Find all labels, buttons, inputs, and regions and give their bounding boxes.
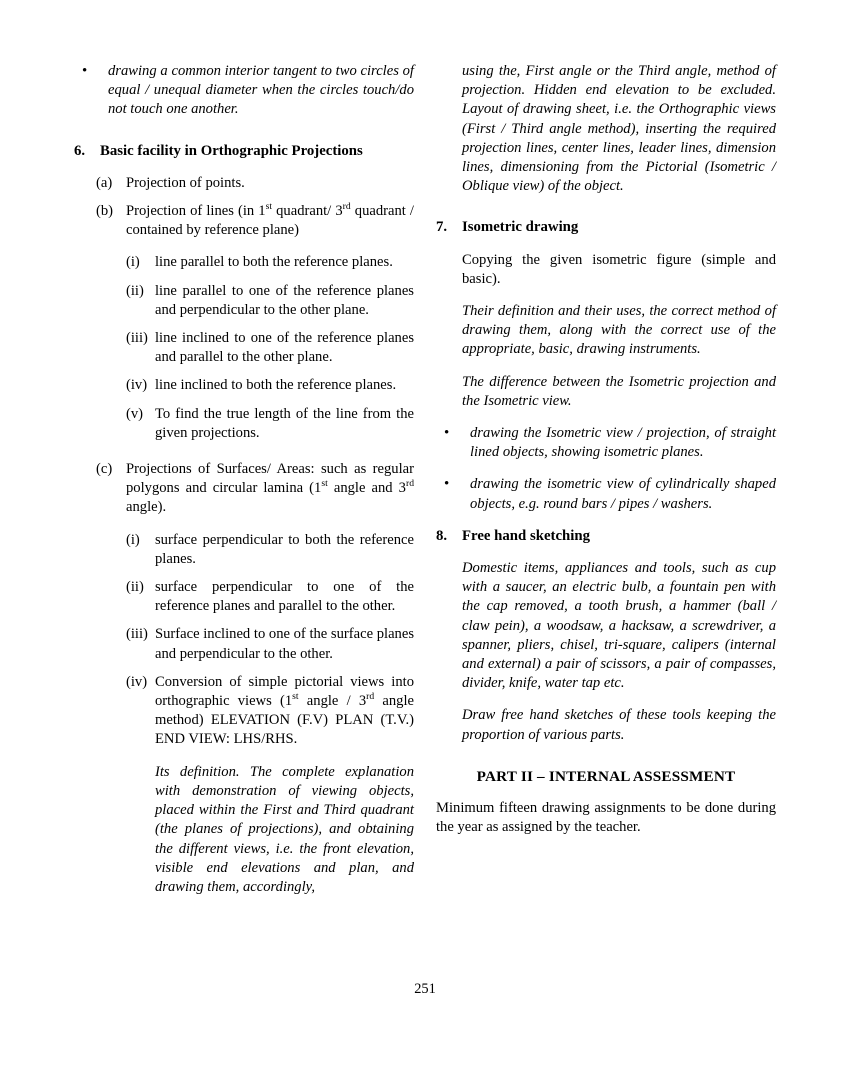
- spacer: [436, 411, 776, 424]
- text-run: quadrant / contained by reference plane): [126, 203, 414, 239]
- list-marker: (iii): [126, 626, 148, 643]
- section-number: 7.: [436, 219, 448, 236]
- section7-paragraph-2: Their definition and their uses, the correct method of drawing them, along with the correct use of the appropriate, basic, drawing instruments.: [462, 303, 776, 358]
- list-marker: (iv): [126, 377, 148, 394]
- list-marker: (b): [96, 203, 114, 220]
- list-item-text: line parallel to one of the reference planes and perpendicular to the other plane.: [155, 282, 414, 318]
- bullet-text: drawing the isometric view of cylindrically shaped objects, e.g. round bars / pipes / washers.: [470, 476, 776, 512]
- continuation-paragraph: using the, First angle or the Third angle, method of projection. Hidden end elevation to be excluded. Layout of drawing sheet, i.e. the Orthographic views (First / Third angle method), inserting the required projection lines, center lines, leader lines, dimension lines, dimensioning from the Pictorial (Isometric / Oblique view) of the object.: [462, 63, 776, 195]
- bullet-icon: •: [444, 425, 450, 442]
- section-title: Isometric drawing: [462, 219, 579, 236]
- spacer: [74, 750, 414, 763]
- spacer: [74, 273, 414, 282]
- two-column-body: [0, 62, 850, 897]
- spacer: [74, 443, 414, 460]
- section-title: Free hand sketching: [462, 527, 590, 544]
- spacer: [436, 462, 776, 475]
- superscript-ordinal: rd: [366, 691, 375, 703]
- spacer: [74, 120, 414, 142]
- text-run: angle / 3: [298, 693, 367, 710]
- list-item-text: Projection of points.: [126, 174, 245, 191]
- list-item-6b: [96, 202, 414, 240]
- right-column: [436, 62, 776, 838]
- list-item-text: line inclined to one of the reference planes and parallel to the other plane.: [155, 330, 414, 366]
- text-run: angle method) ELEVATION (F.V) PLAN (T.V.) END VIEW: LHS/RHS.: [155, 693, 414, 748]
- text-run: Projections of Surfaces/ Areas: such as regular polygons and circular lamina (1: [126, 461, 414, 497]
- list-item-text: surface perpendicular to one of the reference planes and parallel to the other.: [155, 579, 414, 615]
- spacer: [74, 616, 414, 625]
- text-run: Projection of lines (in 1: [126, 203, 266, 220]
- list-marker: (iii): [126, 330, 148, 347]
- left-column: [74, 62, 414, 897]
- bullet-text: drawing the Isometric view / projection, of straight lined objects, showing isometric planes.: [470, 425, 776, 461]
- section-heading-7: [436, 218, 776, 237]
- section-number: 8.: [436, 527, 448, 544]
- spacer: [436, 238, 776, 251]
- text-run: Conversion of simple pictorial views into orthographic views (1: [155, 673, 414, 710]
- spacer: [436, 546, 776, 559]
- italic-note-definition: Its definition. The complete explanation with demonstration of viewing objects, placed within the First and Third quadrant (the planes of projections), and obtaining the different views, i.e. the front elevation, visible end elevations and plan, and drawing them, accordingly,: [155, 763, 414, 895]
- list-item-6c-ii: [126, 578, 414, 616]
- list-item-6b-i: [126, 253, 414, 272]
- spacer: [74, 569, 414, 578]
- list-item-6b-ii: [126, 282, 414, 320]
- superscript-ordinal: st: [292, 691, 299, 703]
- list-item-6c-iii: [126, 625, 414, 663]
- spacer: [74, 240, 414, 253]
- superscript-ordinal: st: [265, 201, 273, 213]
- list-marker: (ii): [126, 282, 144, 299]
- bullet-item-tangent: [74, 62, 414, 120]
- list-item-text: [126, 202, 414, 240]
- superscript-ordinal: st: [321, 478, 328, 490]
- spacer: [74, 193, 414, 202]
- bullet-icon: •: [82, 63, 88, 79]
- list-item-text: [155, 673, 414, 750]
- list-item-text: [126, 460, 414, 518]
- bullet-item-cylindrical-objects: [436, 475, 776, 513]
- list-item-text: surface perpendicular to both the reference planes.: [155, 531, 414, 567]
- list-item-6c-i: [126, 531, 414, 569]
- spacer: [436, 745, 776, 767]
- list-item-6b-iii: [126, 329, 414, 367]
- spacer: [436, 786, 776, 799]
- list-item-6b-iv: [126, 376, 414, 395]
- superscript-ordinal: rd: [342, 201, 351, 213]
- spacer: [436, 289, 776, 302]
- list-marker: (iv): [126, 673, 148, 690]
- spacer: [74, 664, 414, 673]
- superscript-ordinal: rd: [405, 478, 415, 490]
- spacer: [436, 196, 776, 218]
- bullet-item-isometric-view: [436, 424, 776, 462]
- list-item-text: line parallel to both the reference planes.: [155, 254, 393, 271]
- list-marker: (v): [126, 405, 144, 422]
- text-run: angle).: [126, 499, 167, 516]
- bullet-icon: •: [444, 476, 450, 493]
- section8-paragraph-2: Draw free hand sketches of these tools keeping the proportion of various parts.: [462, 707, 776, 743]
- spacer: [436, 693, 776, 706]
- text-run: angle and 3: [327, 480, 406, 497]
- spacer: [74, 320, 414, 329]
- spacer: [74, 396, 414, 405]
- section-heading-8: [436, 527, 776, 546]
- list-item-text: line inclined to both the reference planes.: [155, 377, 397, 394]
- section-title: Basic facility in Orthographic Projections: [100, 142, 363, 159]
- list-marker: (i): [126, 531, 140, 548]
- list-item-6c-iv: [126, 673, 414, 750]
- spacer: [436, 360, 776, 373]
- section-heading-6: [74, 142, 414, 161]
- list-item-6c: [96, 460, 414, 518]
- list-marker: (a): [96, 174, 113, 191]
- list-item-6a: [96, 174, 414, 193]
- section7-paragraph-3: The difference between the Isometric projection and the Isometric view.: [462, 373, 776, 409]
- part-2-heading: PART II – INTERNAL ASSESSMENT: [476, 767, 736, 785]
- part-2-body: Minimum fifteen drawing assignments to be done during the year as assigned by the teacher.: [436, 800, 776, 836]
- list-marker: (c): [96, 461, 113, 478]
- list-item-6b-v: [126, 405, 414, 443]
- text-run: quadrant/ 3: [272, 203, 343, 220]
- bullet-text: drawing a common interior tangent to two circles of equal / unequal diameter when the circles touch/do not touch one another.: [108, 63, 414, 118]
- spacer: [74, 518, 414, 531]
- list-marker: (ii): [126, 579, 144, 596]
- page-number: 251: [414, 981, 436, 997]
- spacer: [436, 514, 776, 527]
- list-item-text: Surface inclined to one of the surface planes and perpendicular to the other.: [155, 626, 414, 662]
- spacer: [74, 161, 414, 174]
- section7-paragraph-1: Copying the given isometric figure (simple and basic).: [462, 251, 776, 287]
- section-number: 6.: [74, 142, 86, 159]
- list-item-text: To find the true length of the line from the given projections.: [155, 405, 414, 441]
- spacer: [74, 367, 414, 376]
- section8-paragraph-1: Domestic items, appliances and tools, such as cup with a saucer, an electric bulb, a fountain pen with the cap removed, a tooth brush, a hammer (ball / claw pein), a woodsaw, a hacksaw, a screwdriver, a spanner, pliers, chisel, tri-square, calipers (internal and external) a pair of scissors, a pair of compasses, divider, knife, water tap etc.: [462, 560, 776, 692]
- list-marker: (i): [126, 254, 140, 271]
